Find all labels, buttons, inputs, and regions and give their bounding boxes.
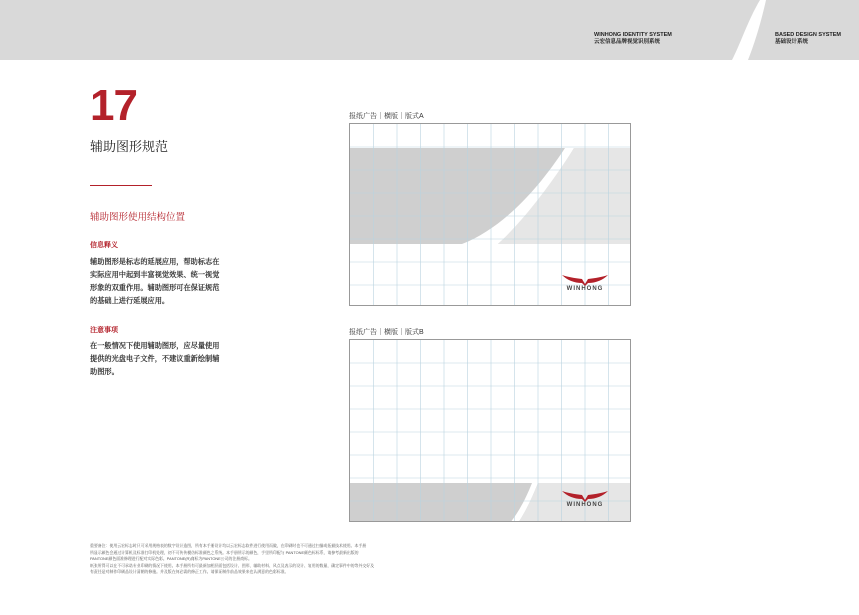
panel-a-layout xyxy=(349,123,631,306)
winhong-wings-icon xyxy=(562,274,608,286)
notes-line: 提供的光盘电子文件，不建议重新绘制辅 xyxy=(90,354,220,363)
winhong-logo xyxy=(562,490,608,512)
header-band xyxy=(0,0,859,62)
footer-line: 所显示颜色会通过计算机及标准打印机处理，初不可传传模仿标准颜色之系统。本手册所示的颜色，手里所印配与 PANTONE颜色标标系，请参考最新出版的 xyxy=(90,549,359,555)
winhong-logo xyxy=(562,274,608,296)
header-swoosh xyxy=(0,0,859,62)
info-text xyxy=(90,255,230,307)
footer-notes xyxy=(90,543,635,576)
footer-line: 重要备注：使用云宏标志时只可采用规格表的数字设计造图，所有本手册设计均以云宏标志软件进行使用而做，在印刷时也不可通过扫描或拓描技术使用。本手册 xyxy=(90,543,367,548)
notes-line: 助图形。 xyxy=(90,367,119,376)
header-identity-label xyxy=(594,32,672,46)
info-line: 辅助图形是标志的延展应用，帮助标志在 xyxy=(90,257,220,266)
notes-line: 在一般情况下使用辅助图形，应尽量使用 xyxy=(90,341,220,350)
info-heading: 信息释义 xyxy=(90,242,118,249)
title-divider xyxy=(90,185,152,186)
footer-line: 有责任是对制作印刷品设计清朝的修施。并及版在何必需的修正工作。请保证制作前品效果来也认满意的色彩标准。 xyxy=(90,569,289,575)
notes-heading: 注意事项 xyxy=(90,327,118,334)
page-number: 17 xyxy=(90,81,137,130)
winhong-wings-icon xyxy=(562,490,608,502)
section-title: 辅助图形使用结构位置 xyxy=(90,212,186,223)
panel-b-layout xyxy=(349,339,631,522)
info-line: 实际应用中起到丰富视觉效果、统一视觉 xyxy=(90,270,220,279)
winhong-wordmark: WINHONG xyxy=(566,286,604,292)
header-system-label xyxy=(775,32,841,46)
notes-text xyxy=(90,339,230,378)
header-system-en: BASED DESIGN SYSTEM xyxy=(775,32,842,38)
footer-line: 纸张所得可以在不可承诺专业印刷的情况下使用。本手册所有可最新加相层面包括设计、图形、辅助材料、风点及表示的设计、复用的数量，确定事件中的等外交好及 xyxy=(90,562,375,568)
header-identity-cn: 云宏信息品牌视觉识别系统 xyxy=(594,39,661,45)
header-system-cn: 基础设计系统 xyxy=(775,39,809,45)
panel-a-label: 报纸广告｜横版｜版式A xyxy=(349,113,424,120)
winhong-wordmark: WINHONG xyxy=(566,502,604,508)
info-line: 的基础上进行延展应用。 xyxy=(90,296,170,305)
info-line: 形象的双重作用。辅助图形可在保证规范 xyxy=(90,283,220,292)
footer-line: PANTONE颜色面准修理进行配对实际色彩。PANTONE(R)商标为PANTONE公司的注册商标。 xyxy=(90,556,252,562)
header-identity-en: WINHONG IDENTITY SYSTEM xyxy=(594,32,672,38)
page-title: 辅助图形规范 xyxy=(90,139,169,154)
panel-b-label: 报纸广告｜横版｜版式B xyxy=(349,329,424,336)
